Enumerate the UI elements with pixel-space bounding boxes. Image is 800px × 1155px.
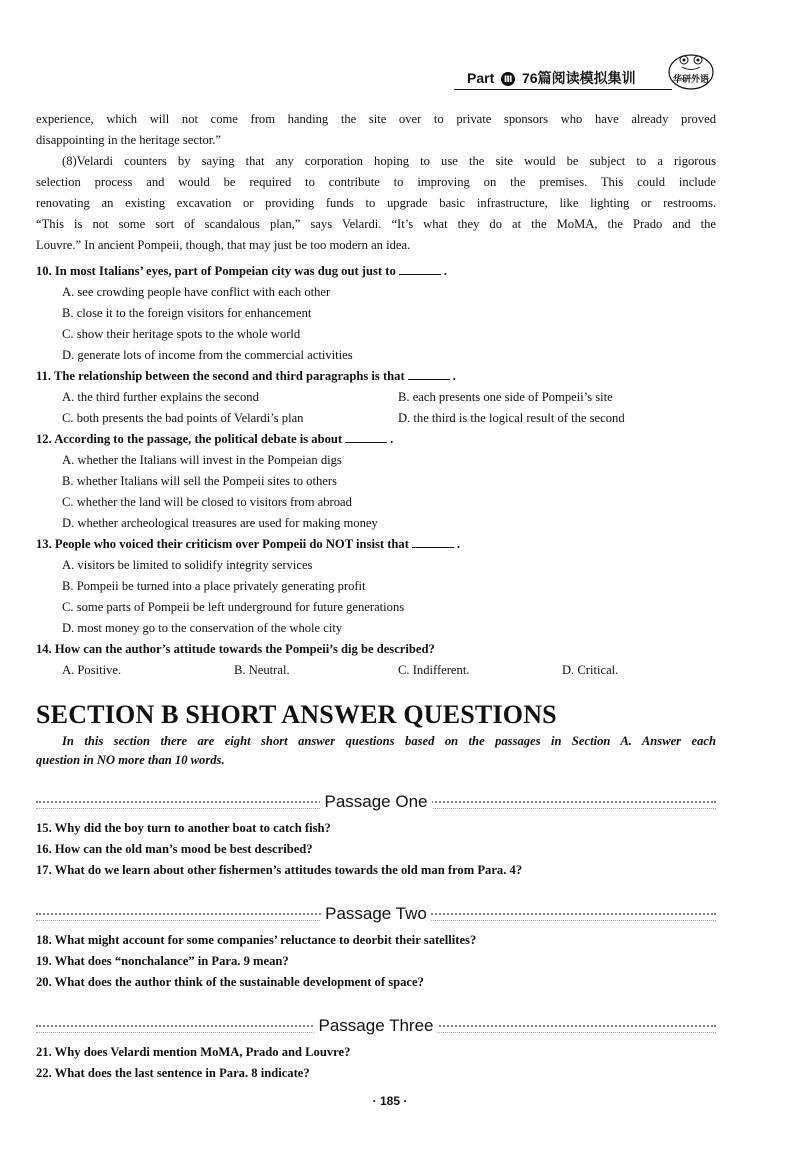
answer-blank bbox=[412, 537, 454, 548]
option: C. both presents the bad points of Velardi’s plan bbox=[62, 411, 304, 425]
option: C. whether the land will be closed to visitors from abroad bbox=[62, 495, 352, 509]
banner-label bbox=[36, 904, 716, 924]
publisher-logo-icon bbox=[666, 48, 716, 92]
passage-line: renovating an existing excavation or providing funds to upgrade basic infrastructure, like lighting or restrooms. bbox=[36, 196, 716, 210]
passage-label: Passage One bbox=[320, 792, 431, 811]
option: D. most money go to the conservation of the whole city bbox=[62, 621, 343, 635]
section-instruction: question in NO more than 10 words. bbox=[36, 753, 225, 767]
question-stem: 12. According to the passage, the political debate is about bbox=[36, 432, 343, 446]
question-20: 20. What does the author think of the sustainable development of space? bbox=[36, 975, 424, 989]
option: D. whether archeological treasures are used for making money bbox=[62, 516, 378, 530]
question-18: 18. What might account for some companies’ reluctance to deorbit their satellites? bbox=[36, 933, 477, 947]
passage-three-banner bbox=[36, 1016, 716, 1036]
logo-text: 华研外语 bbox=[672, 75, 710, 85]
passage-line: Louvre.” In ancient Pompeii, though, that may just be too modern an idea. bbox=[36, 238, 411, 252]
answer-blank bbox=[408, 369, 450, 380]
question-16: 16. How can the old man’s mood be best described? bbox=[36, 842, 313, 856]
passage-line: “This is not some sort of scandalous plan,” says Velardi. “It’s what they do at the MoMA, the Prado and the bbox=[36, 217, 716, 231]
passage-label: Passage Three bbox=[315, 1016, 438, 1035]
option: B. Pompeii be turned into a place privately generating profit bbox=[62, 579, 366, 593]
passage-line: selection process and would be required to contribute to improving on the premises. This could include bbox=[36, 175, 716, 189]
option: B. Neutral. bbox=[234, 663, 290, 677]
option: A. whether the Italians will invest in the Pompeian digs bbox=[62, 453, 342, 467]
option: C. show their heritage spots to the whole world bbox=[62, 327, 301, 341]
question-11: 11. The relationship between the second and third paragraphs is that . bbox=[36, 369, 456, 383]
passage-one-banner bbox=[36, 792, 716, 812]
book-title: 76篇阅读模拟集训 bbox=[522, 70, 636, 86]
passage-line: experience, which will not come from handing the site over to private sponsors who have already proved bbox=[36, 112, 716, 126]
option: D. Critical. bbox=[562, 663, 619, 677]
part-number-badge: Ⅲ bbox=[501, 72, 515, 86]
question-15: 15. Why did the boy turn to another boat to catch fish? bbox=[36, 821, 331, 835]
option: B. whether Italians will sell the Pompeii sites to others bbox=[62, 474, 337, 488]
passage-line: disappointing in the heritage sector.” bbox=[36, 133, 222, 147]
option: C. Indifferent. bbox=[398, 663, 470, 677]
answer-blank bbox=[345, 432, 387, 443]
question-stem: 11. The relationship between the second and third paragraphs is that bbox=[36, 369, 405, 383]
answer-blank bbox=[399, 264, 441, 275]
page-number: · 185 · bbox=[372, 1094, 408, 1108]
option: B. close it to the foreign visitors for enhancement bbox=[62, 306, 312, 320]
option: A. the third further explains the second bbox=[62, 390, 259, 404]
passage-label: Passage Two bbox=[321, 904, 431, 923]
question-17: 17. What do we learn about other fishermen’s attitudes towards the old man from Para. 4? bbox=[36, 863, 523, 877]
question-22: 22. What does the last sentence in Para. 8 indicate? bbox=[36, 1066, 310, 1080]
section-b-title: SECTION B SHORT ANSWER QUESTIONS bbox=[36, 700, 557, 729]
part-label: Part bbox=[467, 70, 495, 86]
question-stem: 10. In most Italians’ eyes, part of Pompeian city was dug out just to bbox=[36, 264, 396, 278]
section-instruction: In this section there are eight short answer questions based on the passages in Section A. Answer each bbox=[62, 734, 716, 748]
option: C. some parts of Pompeii be left underground for future generations bbox=[62, 600, 405, 614]
header-title bbox=[467, 68, 636, 88]
header-rule bbox=[454, 89, 672, 90]
passage-line: (8)Velardi counters by saying that any corporation hoping to use the site would be subject to a rigorous bbox=[62, 154, 716, 168]
option: A. visitors be limited to solidify integrity services bbox=[62, 558, 313, 572]
question-21: 21. Why does Velardi mention MoMA, Prado and Louvre? bbox=[36, 1045, 351, 1059]
option: B. each presents one side of Pompeii’s site bbox=[398, 390, 613, 404]
banner-label bbox=[36, 1016, 716, 1036]
question-stem: 13. People who voiced their criticism over Pompeii do NOT insist that bbox=[36, 537, 409, 551]
banner-label bbox=[36, 792, 716, 812]
passage-two-banner bbox=[36, 904, 716, 924]
question-14: 14. How can the author’s attitude towards the Pompeii’s dig be described? bbox=[36, 642, 435, 656]
option: A. Positive. bbox=[62, 663, 122, 677]
page-header bbox=[452, 56, 732, 96]
option: D. the third is the logical result of the second bbox=[398, 411, 625, 425]
question-19: 19. What does “nonchalance” in Para. 9 mean? bbox=[36, 954, 289, 968]
option: A. see crowding people have conflict with each other bbox=[62, 285, 331, 299]
question-10: 10. In most Italians’ eyes, part of Pompeian city was dug out just to . bbox=[36, 264, 447, 278]
option: D. generate lots of income from the commercial activities bbox=[62, 348, 353, 362]
question-13: 13. People who voiced their criticism over Pompeii do NOT insist that . bbox=[36, 537, 461, 551]
question-12: 12. According to the passage, the political debate is about . bbox=[36, 432, 394, 446]
